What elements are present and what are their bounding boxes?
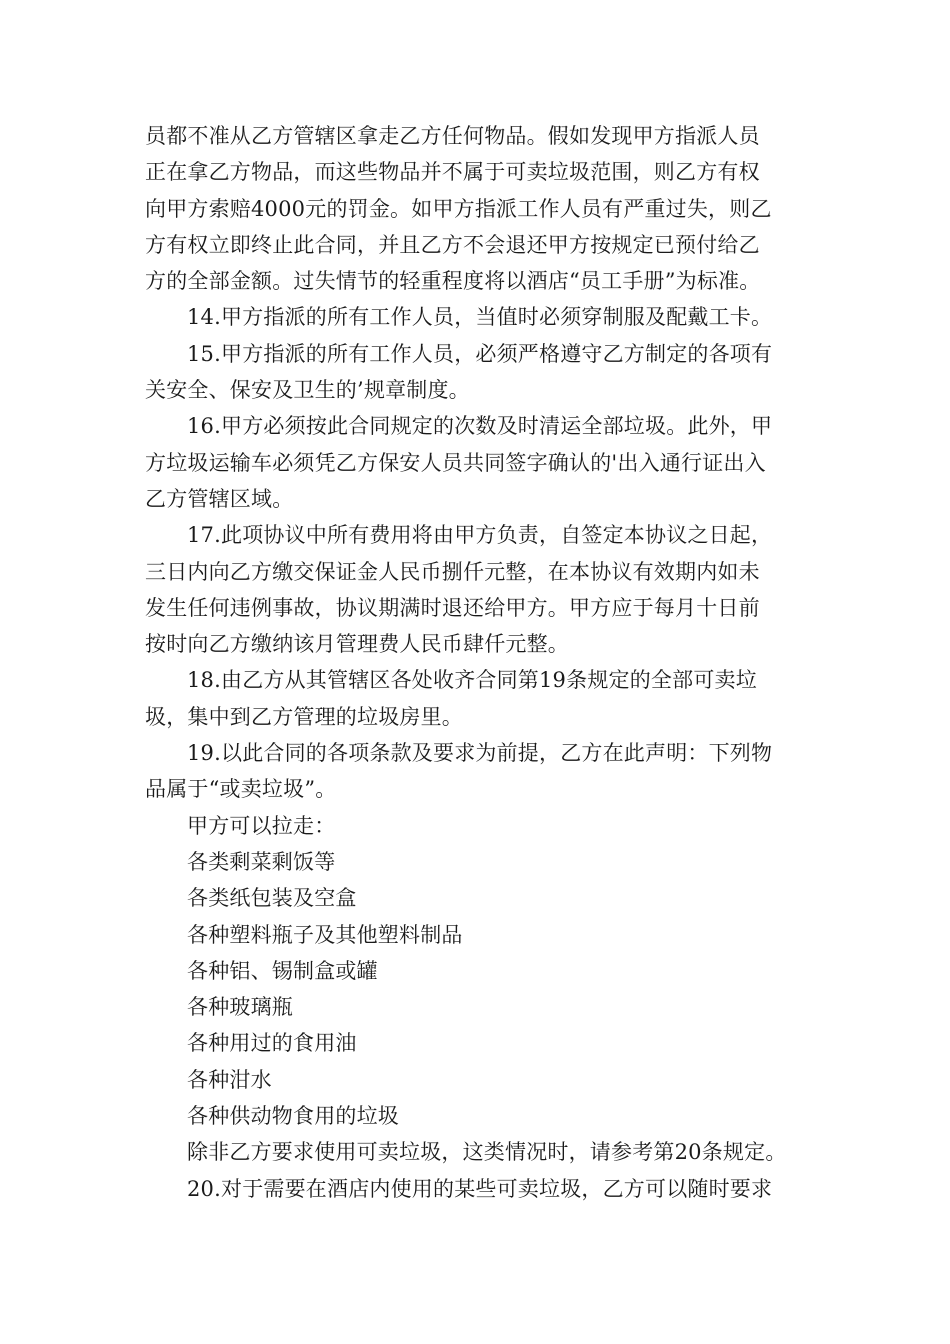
- document-text-line: 各种铝、锡制盒或罐: [187, 958, 378, 983]
- document-text-line: 20.对于需要在酒店内使用的某些可卖垃圾，乙方可以随时要求: [187, 1176, 773, 1201]
- document-text-line: 各种供动物食用的垃圾: [187, 1104, 399, 1129]
- document-text-line: 向甲方索赔4000元的罚金。如甲方指派工作人员有严重过失，则乙: [145, 196, 772, 221]
- document-text-line: 方垃圾运输车必须凭乙方保安人员共同签字确认的'出入通行证出入: [145, 450, 766, 475]
- document-text-line: 17.此项协议中所有费用将由甲方负责，自签定本协议之日起，: [187, 523, 773, 548]
- document-text-line: 18.由乙方从其管辖区各处收齐合同第19条规定的全部可卖垃: [187, 668, 757, 693]
- document-text-line: 乙方管辖区域。: [145, 486, 294, 511]
- document-text-line: 关安全、保安及卫生的’规章制度。: [145, 378, 470, 403]
- document-page: [145, 118, 810, 1207]
- document-text-line: 甲方可以拉走：: [187, 813, 336, 838]
- document-text-line: 16.甲方必须按此合同规定的次数及时清运全部垃圾。此外，甲: [187, 414, 773, 439]
- document-text-line: 发生任何违例事故，协议期满时退还给甲方。甲方应于每月十日前: [145, 595, 760, 620]
- document-text-line: 各类剩菜剩饭等: [187, 849, 336, 874]
- document-text-line: 14.甲方指派的所有工作人员，当值时必须穿制服及配戴工卡。: [187, 305, 773, 330]
- document-text-line: 各种用过的食用油: [187, 1031, 357, 1056]
- document-text-line: 各种泔水: [187, 1067, 272, 1092]
- document-text-line: 方的全部金额。过失情节的轻重程度将以酒店“员工手册”为标准。: [145, 269, 761, 294]
- document-text-line: 三日内向乙方缴交保证金人民币捌仟元整，在本协议有效期内如未: [145, 559, 760, 584]
- document-text-line: 圾，集中到乙方管理的垃圾房里。: [145, 704, 463, 729]
- document-text-line: 15.甲方指派的所有工作人员，必须严格遵守乙方制定的各项有: [187, 341, 773, 366]
- document-text-line: 各种塑料瓶子及其他塑料制品: [187, 922, 463, 947]
- document-text-line: 各种玻璃瓶: [187, 995, 293, 1020]
- document-text-line: 各类纸包装及空盒: [187, 886, 357, 911]
- document-text-line: 19.以此合同的各项条款及要求为前提，乙方在此声明：下列物: [187, 741, 773, 766]
- document-text-line: 员都不准从乙方管辖区拿走乙方任何物品。假如发现甲方指派人员: [145, 124, 760, 148]
- document-text-line: 方有权立即终止此合同，并且乙方不会退还甲方按规定已预付给乙: [145, 232, 760, 257]
- document-text-line: 品属于“或卖垃圾”。: [145, 777, 337, 802]
- document-text-line: 正在拿乙方物品，而这些物品并不属于可卖垃圾范围，则乙方有权: [145, 160, 760, 185]
- document-text-line: 除非乙方要求使用可卖垃圾，这类情况时，请参考第20条规定。: [187, 1140, 787, 1165]
- document-text-line: 按时向乙方缴纳该月管理费人民币肆仟元整。: [145, 632, 569, 657]
